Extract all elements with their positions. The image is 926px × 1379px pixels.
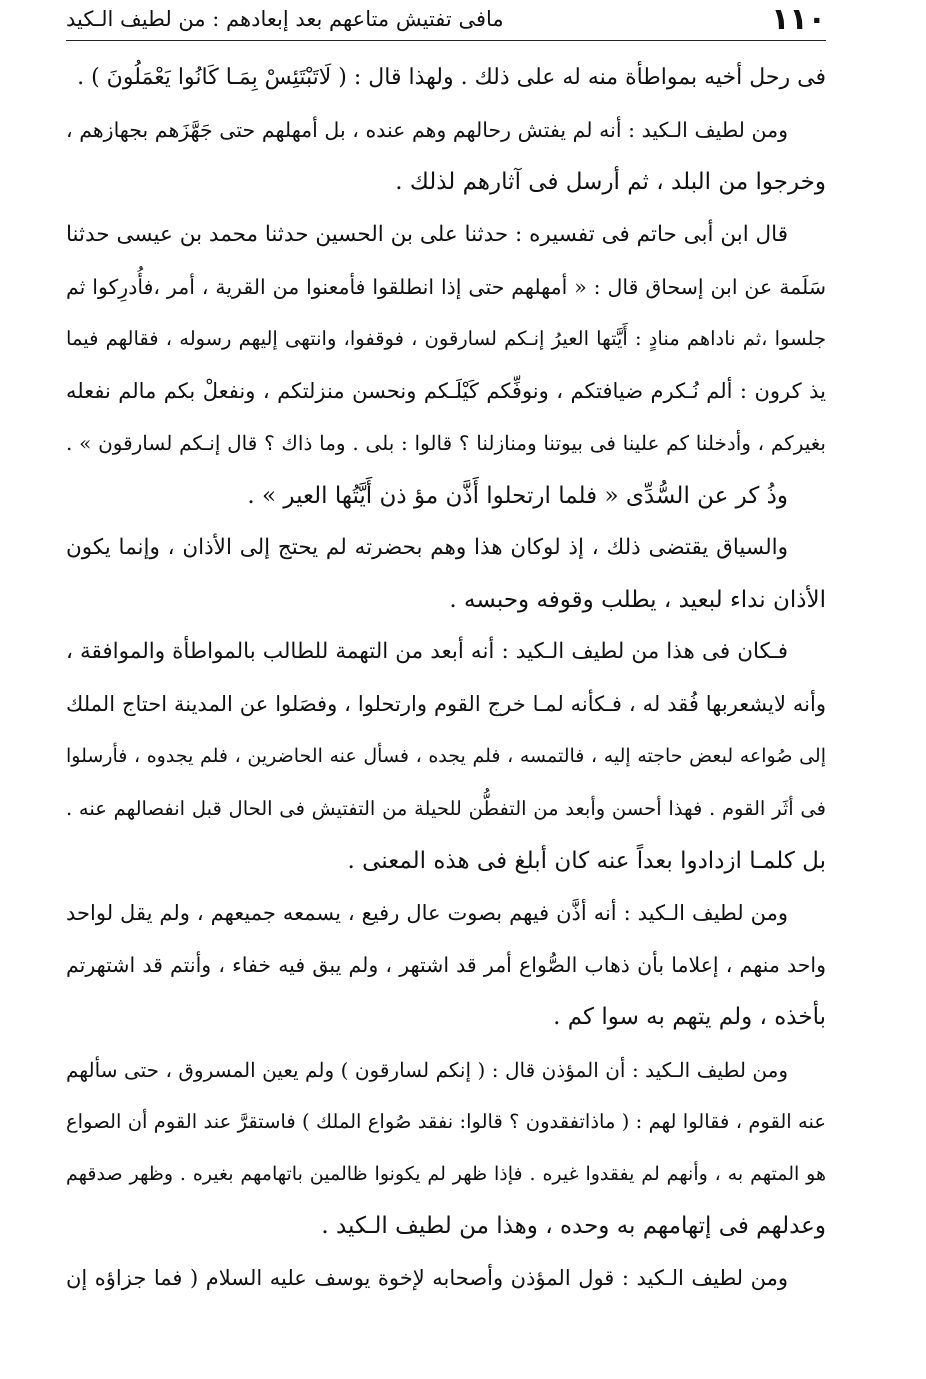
text-line: ومن لطيف الـكيد : قول المؤذن وأصحابه لإخوة يوسف عليه السلام ( فما جزاؤه إن xyxy=(66,1266,788,1291)
text-line: يذ كرون : ألم نُـكرم ضيافتكم ، ونوفِّكم كَيْلَـكم ونحسن منزلتكم ، ونفعلْ بكم مالم نفعله xyxy=(66,379,826,404)
text-line: وخرجوا من البلد ، ثم أرسل فى آثارهم لذلك . xyxy=(395,169,826,196)
text-line: ومن لطيف الـكيد : أنه أذَّن فيهم بصوت عال رفيع ، يسمعه جميعهم ، ولم يقل لواحد xyxy=(66,901,788,925)
page-header xyxy=(66,2,826,36)
header-rule xyxy=(66,40,826,41)
text-line: ومن لطيف الـكيد : أن المؤذن قال : ( إنكم لسارقون ) ولم يعين المسروق ، حتى سألهم xyxy=(66,1057,788,1082)
text-line: فى رحل أخيه بمواطأة منه له على ذلك . ولهذا قال : ( لَاتَبْتَئِسْ بِمَـا كَانُوا يَعْمَلُونَ ) . xyxy=(77,65,826,90)
text-line: بغيركم ، وأدخلنا كم علينا فى بيوتنا ومنازلنا ؟ قالوا : بلى . وما ذاك ؟ قال إنـكم لسارقون » . xyxy=(66,431,826,456)
text-line: والسياق يقتضى ذلك ، إذ لوكان هذا وهم بحضرته لم يحتج إلى الأذان ، وإنما يكون xyxy=(66,534,788,560)
text-line: وأنه لايشعربها فُقد له ، فـكأنه لمـا خرج القوم وارتحلوا ، وفصَلوا عن المدينة احتاج الملك xyxy=(66,692,826,717)
text-line: فـكان فى هذا من لطيف الـكيد : أنه أبعد من التهمة للطالب بالمواطأة والموافقة ، xyxy=(66,639,788,665)
text-line: بأخذه ، ولم يتهم به سوا كم . xyxy=(553,1004,826,1031)
page-number: ١١٠ xyxy=(771,1,826,37)
text-line: هو المتهم به ، وأنهم لم يفقدوا غيره . فإذا ظهر لم يكونوا ظالمين باتهامهم بغيره . وظهر صدقهم xyxy=(66,1162,826,1185)
text-line: وذُ كر عن السُّدِّى « فلما ارتحلوا أَذَّن مؤ ذن أَيَّتُها العير » . xyxy=(247,482,788,509)
running-title: مافى تفتيش متاعهم بعد إبعادهم : من لطيف الـكيد xyxy=(66,7,504,31)
text-line: قال ابن أبى حاتم فى تفسيره : حدثنا على بن الحسين حدثنا محمد بن عيسى حدثنا xyxy=(66,221,788,247)
text-line: واحد منهم ، إعلاما بأن ذهاب الصُّواع أمر قد اشتهر ، ولم يبق فيه خفاء ، وأنتم قد اشتهرتم xyxy=(66,953,826,978)
text-line: ومن لطيف الـكيد : أنه لم يفتش رحالهم وهم عنده ، بل أمهلهم حتى جَهَّزَهم بجهازهم ، xyxy=(66,118,788,143)
text-line: عنه القوم ، فقالوا لهم : ( ماذاتفقدون ؟ قالوا: نفقد صُواع الملك ) فاستقرَّ عند القوم أن الصواع xyxy=(66,1109,826,1133)
text-line: وعدلهم فى إتهامهم به وحده ، وهذا من لطيف الـكيد . xyxy=(321,1213,826,1240)
text-line: بل كلمـا ازدادوا بعداً عنه كان أبلغ فى هذه المعنى . xyxy=(347,847,826,874)
text-line: إلى صُواعه لبعض حاجته إليه ، فالتمسه ، فلم يجده ، فسأل عنه الحاضرين ، فلم يجدوه ، فأرسلوا xyxy=(66,745,826,768)
text-line: فى أثَر القوم . فهذا أحسن وأبعد من التفطُّن للحيلة من التفتيش فى الحال قبل انفصالهم عنه . xyxy=(66,796,826,820)
text-line: جلسوا ،ثم ناداهم منادٍ : أَيَّتها العيرُ إنـكم لسارقون ، فوقفوا، وانتهى إليهم رسوله ، فقالهم فيما xyxy=(66,326,826,350)
body-text xyxy=(66,52,826,1305)
text-line: سَلَمة عن ابن إسحاق قال : « أمهلهم حتى إذا انطلقوا فأمعنوا من القرية ، أمر ،فأُدرِكوا ثم xyxy=(66,274,826,299)
text-line: الأذان نداء لبعيد ، يطلب وقوفه وحبسه . xyxy=(449,586,826,613)
